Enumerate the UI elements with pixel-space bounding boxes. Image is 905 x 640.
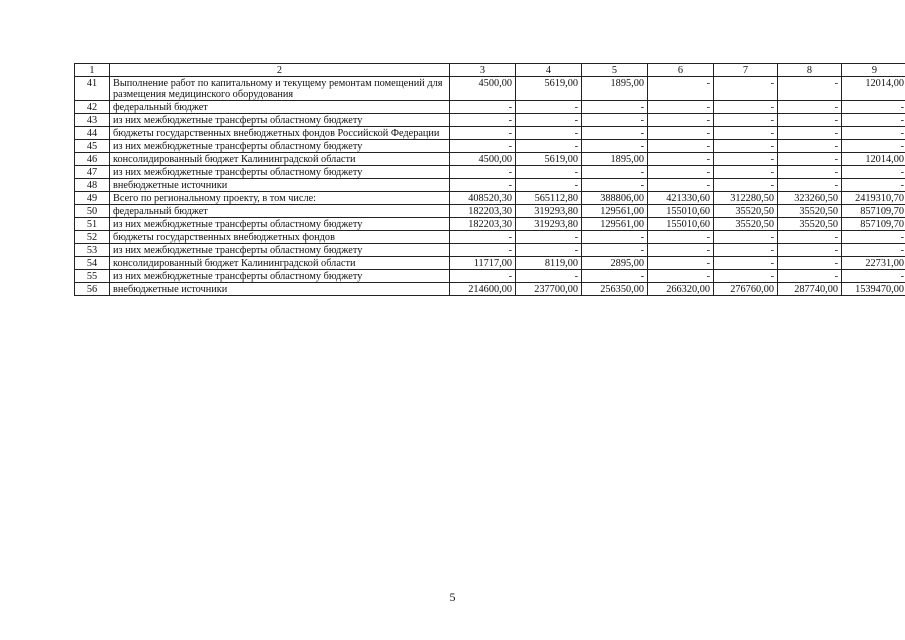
value-cell: 35520,50 bbox=[714, 218, 778, 231]
value-cell: - bbox=[778, 140, 842, 153]
table-row bbox=[75, 114, 905, 127]
row-number: 52 bbox=[75, 231, 110, 244]
value-cell: - bbox=[450, 114, 516, 127]
value-cell: - bbox=[582, 140, 648, 153]
value-cell: - bbox=[582, 231, 648, 244]
value-cell: 408520,30 bbox=[450, 192, 516, 205]
value-cell: - bbox=[516, 127, 582, 140]
value-cell: 155010,60 bbox=[648, 218, 714, 231]
value-cell: - bbox=[648, 153, 714, 166]
row-number: 56 bbox=[75, 283, 110, 296]
value-cell: - bbox=[516, 179, 582, 192]
value-cell: 312280,50 bbox=[714, 192, 778, 205]
value-cell: 129561,00 bbox=[582, 218, 648, 231]
value-cell: - bbox=[842, 114, 905, 127]
value-cell: - bbox=[778, 179, 842, 192]
value-cell: 8119,00 bbox=[516, 257, 582, 270]
value-cell: - bbox=[582, 101, 648, 114]
value-cell: 1895,00 bbox=[582, 77, 648, 101]
value-cell: - bbox=[450, 231, 516, 244]
row-name: внебюджетные источники bbox=[110, 179, 450, 192]
row-name: из них межбюджетные трансферты областному бюджету bbox=[110, 114, 450, 127]
value-cell: - bbox=[450, 179, 516, 192]
value-cell: - bbox=[450, 101, 516, 114]
value-cell: - bbox=[714, 231, 778, 244]
value-cell: - bbox=[582, 127, 648, 140]
table-row bbox=[75, 257, 905, 270]
value-cell: 319293,80 bbox=[516, 218, 582, 231]
value-cell: 2895,00 bbox=[582, 257, 648, 270]
value-cell: - bbox=[648, 101, 714, 114]
table-row bbox=[75, 283, 905, 296]
value-cell: - bbox=[648, 270, 714, 283]
value-cell: - bbox=[516, 231, 582, 244]
table-row bbox=[75, 244, 905, 257]
row-name: федеральный бюджет bbox=[110, 101, 450, 114]
value-cell: 857109,70 bbox=[842, 205, 905, 218]
value-cell: 323260,50 bbox=[778, 192, 842, 205]
value-cell: - bbox=[842, 179, 905, 192]
value-cell: - bbox=[648, 77, 714, 101]
value-cell: 388806,00 bbox=[582, 192, 648, 205]
value-cell: 182203,30 bbox=[450, 205, 516, 218]
value-cell: - bbox=[714, 127, 778, 140]
value-cell: - bbox=[516, 101, 582, 114]
value-cell: - bbox=[450, 244, 516, 257]
row-number: 46 bbox=[75, 153, 110, 166]
value-cell: 22731,00 bbox=[842, 257, 905, 270]
row-name: бюджеты государственных внебюджетных фондов Российской Федерации bbox=[110, 127, 450, 140]
value-cell: 129561,00 bbox=[582, 205, 648, 218]
value-cell: 319293,80 bbox=[516, 205, 582, 218]
value-cell: - bbox=[516, 166, 582, 179]
value-cell: - bbox=[648, 257, 714, 270]
value-cell: 11717,00 bbox=[450, 257, 516, 270]
value-cell: - bbox=[778, 257, 842, 270]
row-number: 50 bbox=[75, 205, 110, 218]
row-name: из них межбюджетные трансферты областному бюджету bbox=[110, 244, 450, 257]
value-cell: - bbox=[516, 270, 582, 283]
value-cell: - bbox=[714, 153, 778, 166]
value-cell: - bbox=[778, 114, 842, 127]
table-row bbox=[75, 140, 905, 153]
value-cell: - bbox=[648, 179, 714, 192]
row-number: 45 bbox=[75, 140, 110, 153]
value-cell: 35520,50 bbox=[778, 205, 842, 218]
row-name: консолидированный бюджет Калининградской области bbox=[110, 153, 450, 166]
column-header-2: 2 bbox=[110, 64, 450, 77]
table-row bbox=[75, 166, 905, 179]
value-cell: 266320,00 bbox=[648, 283, 714, 296]
table-row bbox=[75, 101, 905, 114]
row-number: 48 bbox=[75, 179, 110, 192]
value-cell: - bbox=[516, 114, 582, 127]
value-cell: 287740,00 bbox=[778, 283, 842, 296]
table-row bbox=[75, 153, 905, 166]
value-cell: - bbox=[714, 270, 778, 283]
row-number: 51 bbox=[75, 218, 110, 231]
value-cell: - bbox=[714, 166, 778, 179]
row-number: 41 bbox=[75, 77, 110, 101]
table-row bbox=[75, 127, 905, 140]
row-name: из них межбюджетные трансферты областному бюджету bbox=[110, 270, 450, 283]
row-name: из них межбюджетные трансферты областному бюджету bbox=[110, 218, 450, 231]
value-cell: - bbox=[516, 244, 582, 257]
value-cell: 5619,00 bbox=[516, 153, 582, 166]
row-number: 47 bbox=[75, 166, 110, 179]
table-row bbox=[75, 218, 905, 231]
value-cell: - bbox=[582, 244, 648, 257]
value-cell: - bbox=[778, 231, 842, 244]
column-header-1: 1 bbox=[75, 64, 110, 77]
value-cell: - bbox=[714, 257, 778, 270]
value-cell: 256350,00 bbox=[582, 283, 648, 296]
value-cell: 4500,00 bbox=[450, 77, 516, 101]
row-number: 44 bbox=[75, 127, 110, 140]
value-cell: - bbox=[778, 127, 842, 140]
value-cell: - bbox=[582, 114, 648, 127]
table-row bbox=[75, 205, 905, 218]
value-cell: - bbox=[648, 127, 714, 140]
table-row bbox=[75, 270, 905, 283]
value-cell: - bbox=[842, 127, 905, 140]
value-cell: - bbox=[778, 153, 842, 166]
value-cell: - bbox=[582, 179, 648, 192]
row-name: внебюджетные источники bbox=[110, 283, 450, 296]
value-cell: - bbox=[778, 166, 842, 179]
header-row bbox=[75, 64, 905, 77]
row-name: консолидированный бюджет Калининградской области bbox=[110, 257, 450, 270]
value-cell: - bbox=[842, 270, 905, 283]
row-number: 54 bbox=[75, 257, 110, 270]
value-cell: - bbox=[714, 101, 778, 114]
value-cell: 421330,60 bbox=[648, 192, 714, 205]
table-row bbox=[75, 231, 905, 244]
value-cell: 214600,00 bbox=[450, 283, 516, 296]
value-cell: 1895,00 bbox=[582, 153, 648, 166]
value-cell: 237700,00 bbox=[516, 283, 582, 296]
value-cell: - bbox=[842, 140, 905, 153]
column-header-5: 5 bbox=[582, 64, 648, 77]
row-name: из них межбюджетные трансферты областному бюджету bbox=[110, 166, 450, 179]
table-row bbox=[75, 77, 905, 101]
value-cell: - bbox=[842, 101, 905, 114]
row-name: из них межбюджетные трансферты областному бюджету bbox=[110, 140, 450, 153]
row-name: бюджеты государственных внебюджетных фондов bbox=[110, 231, 450, 244]
column-header-6: 6 bbox=[648, 64, 714, 77]
table-row bbox=[75, 192, 905, 205]
column-header-3: 3 bbox=[450, 64, 516, 77]
value-cell: - bbox=[450, 270, 516, 283]
value-cell: 35520,50 bbox=[778, 218, 842, 231]
value-cell: - bbox=[450, 140, 516, 153]
value-cell: - bbox=[778, 77, 842, 101]
value-cell: - bbox=[714, 244, 778, 257]
value-cell: 182203,30 bbox=[450, 218, 516, 231]
value-cell: 12014,00 bbox=[842, 153, 905, 166]
value-cell: - bbox=[714, 77, 778, 101]
value-cell: - bbox=[842, 166, 905, 179]
budget-table bbox=[74, 63, 905, 296]
column-header-9: 9 bbox=[842, 64, 905, 77]
value-cell: - bbox=[648, 231, 714, 244]
row-name: Выполнение работ по капитальному и текущему ремонтам помещений для размещения медицинского оборудования bbox=[110, 77, 450, 101]
value-cell: - bbox=[714, 179, 778, 192]
value-cell: 565112,80 bbox=[516, 192, 582, 205]
value-cell: 276760,00 bbox=[714, 283, 778, 296]
value-cell: - bbox=[450, 127, 516, 140]
value-cell: - bbox=[842, 231, 905, 244]
value-cell: 35520,50 bbox=[714, 205, 778, 218]
value-cell: - bbox=[778, 244, 842, 257]
value-cell: - bbox=[582, 166, 648, 179]
value-cell: 4500,00 bbox=[450, 153, 516, 166]
row-number: 55 bbox=[75, 270, 110, 283]
value-cell: - bbox=[582, 270, 648, 283]
value-cell: 1539470,00 bbox=[842, 283, 905, 296]
value-cell: - bbox=[778, 101, 842, 114]
row-number: 49 bbox=[75, 192, 110, 205]
table-row bbox=[75, 179, 905, 192]
row-number: 43 bbox=[75, 114, 110, 127]
value-cell: - bbox=[516, 140, 582, 153]
value-cell: - bbox=[450, 166, 516, 179]
row-number: 53 bbox=[75, 244, 110, 257]
value-cell: - bbox=[648, 166, 714, 179]
value-cell: 2419310,70 bbox=[842, 192, 905, 205]
row-name: федеральный бюджет bbox=[110, 205, 450, 218]
column-header-7: 7 bbox=[714, 64, 778, 77]
value-cell: - bbox=[778, 270, 842, 283]
row-number: 42 bbox=[75, 101, 110, 114]
value-cell: - bbox=[842, 244, 905, 257]
page-number: 5 bbox=[449, 590, 456, 604]
table-body bbox=[75, 77, 905, 296]
value-cell: - bbox=[648, 244, 714, 257]
value-cell: 12014,00 bbox=[842, 77, 905, 101]
value-cell: - bbox=[648, 114, 714, 127]
value-cell: 155010,60 bbox=[648, 205, 714, 218]
value-cell: - bbox=[714, 114, 778, 127]
row-name: Всего по региональному проекту, в том числе: bbox=[110, 192, 450, 205]
column-header-4: 4 bbox=[516, 64, 582, 77]
value-cell: - bbox=[648, 140, 714, 153]
column-header-8: 8 bbox=[778, 64, 842, 77]
value-cell: 5619,00 bbox=[516, 77, 582, 101]
value-cell: 857109,70 bbox=[842, 218, 905, 231]
value-cell: - bbox=[714, 140, 778, 153]
